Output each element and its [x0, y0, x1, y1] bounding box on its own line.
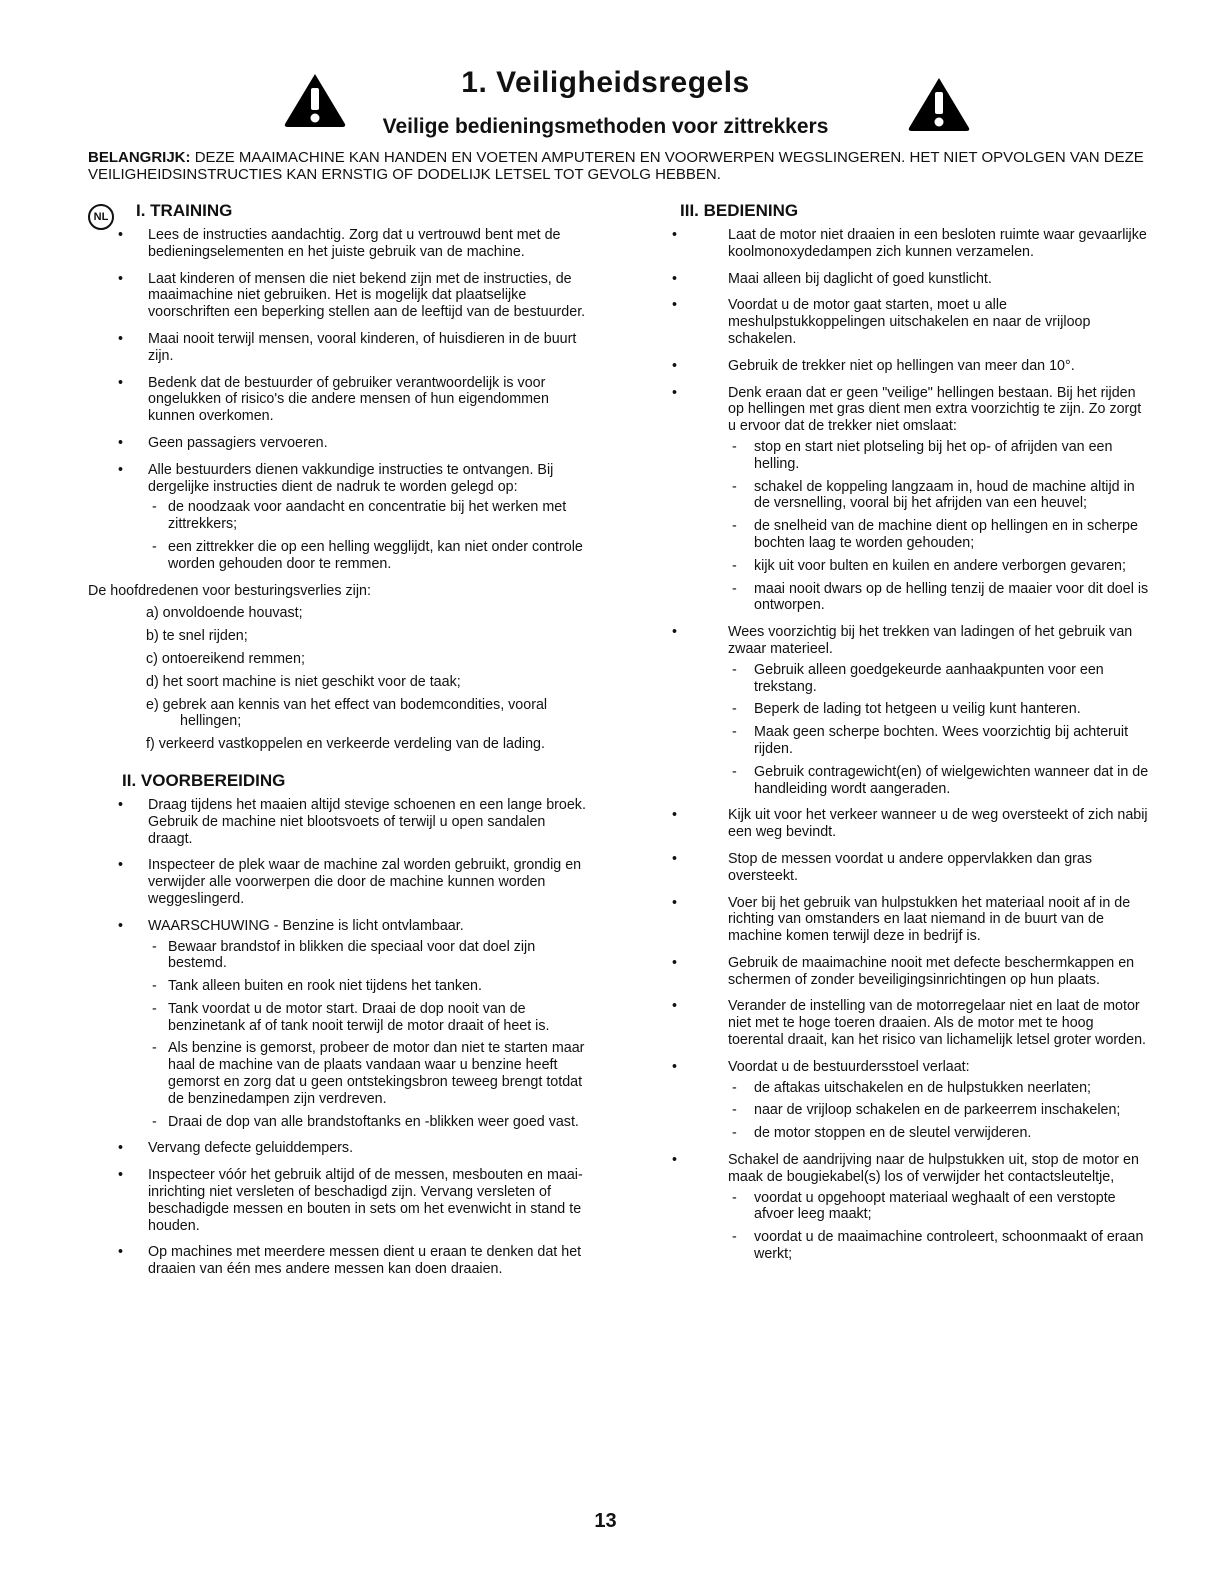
- list-item-text: WAARSCHUWING - Benzine is licht ontvlambaar.: [148, 917, 464, 934]
- cause-item: d) het soort machine is niet geschikt voor de taak;: [146, 673, 461, 690]
- list-item: • Draag tijdens het maaien altijd stevige schoenen en een lange broek. Gebruik de machine niet blootsvoets of terwijl u open sandalen draagt.: [88, 797, 588, 847]
- page-number: 13: [594, 1510, 617, 1532]
- list-item: • Stop de messen voordat u andere oppervlakken dan gras oversteekt.: [680, 851, 1150, 885]
- important-text: DEZE MAAIMACHINE KAN HANDEN EN VOETEN AMPUTEREN EN VOORWERPEN WEGSLINGEREN. HET NIET OPVOLGEN VAN DEZE VEILIGHEIDSINSTRUCTIES KAN ERNSTIG OF DODELIJK LETSEL TOT GEVOLG HEBBEN.: [88, 149, 1144, 183]
- towing-sub-list: [728, 662, 1150, 798]
- page-title: 1. Veiligheidsregels: [461, 66, 750, 99]
- sub-list-item: - Als benzine is gemorst, probeer de motor dan niet te starten maar haal de machine van de plaats vandaan waar u benzine heeft gemorst en zorg dat u geen ontstekingsbron teweeg brengt totdat de benzinedampen zijn verdreven.: [148, 1040, 588, 1107]
- sub-list-item: - schakel de koppeling langzaam in, houd de machine altijd in de versnelling, vooral bij het afrijden van een heuvel;: [728, 479, 1150, 513]
- section-heading-training: I. TRAINING: [136, 201, 233, 220]
- list-item-text: Voordat u de bestuurdersstoel verlaat:: [728, 1058, 970, 1075]
- right-column: [680, 201, 1150, 1273]
- list-item: • Op machines met meerdere messen dient u eraan te denken dat het draaien van één mes andere messen kan doen draaien.: [88, 1244, 588, 1278]
- sub-list-item: - kijk uit voor bulten en kuilen en andere verborgen gevaren;: [728, 558, 1150, 575]
- list-item: • Gebruik de maaimachine nooit met defecte beschermkappen en schermen of zonder beveiligingsinrichtingen op hun plaats.: [680, 955, 1150, 989]
- list-item: [680, 1059, 1150, 1142]
- list-item-text: Wees voorzichtig bij het trekken van ladingen of het gebruik van zwaar materieel.: [728, 624, 1133, 657]
- sub-list-item: - de noodzaak voor aandacht en concentratie bij het werken met zittrekkers;: [148, 499, 588, 533]
- language-badge: NL: [88, 204, 114, 230]
- list-item: • Kijk uit voor het verkeer wanneer u de weg oversteekt of zich nabij een weg bevindt.: [680, 807, 1150, 841]
- sub-list-item: - Gebruik contragewicht(en) of wielgewichten wanneer dat in de handleiding wordt aangeraden.: [728, 764, 1150, 798]
- list-item: • Laat de motor niet draaien in een besloten ruimte waar gevaarlijke koolmonoxydedampen zich kunnen verzamelen.: [680, 227, 1150, 261]
- list-item: • Maai nooit terwijl mensen, vooral kinderen, of huisdieren in de buurt zijn.: [88, 331, 588, 365]
- list-item: • Voer bij het gebruik van hulpstukken het materiaal nooit af in de richting van omstanders en laat niemand in de buurt van de machine komen terwijl deze in bedrijf is.: [680, 895, 1150, 945]
- list-item: • Bedenk dat de bestuurder of gebruiker verantwoordelijk is voor ongelukken of risico's die andere mensen of hun eigendommen kunnen overkomen.: [88, 375, 588, 425]
- fuel-sub-list: [148, 939, 588, 1131]
- leave-sub-list: [728, 1080, 1150, 1142]
- training-list: [88, 227, 588, 573]
- sub-list-item: - een zittrekker die op een helling wegglijdt, kan niet onder controle worden gehouden door te remmen.: [148, 539, 588, 573]
- list-item: [680, 1152, 1150, 1263]
- list-item: • Verander de instelling van de motorregelaar niet en laat de motor niet met te hoge toeren draaien. Als de motor met te hoog toerental draait, kan het risico van lichamelijk letsel groter worden.: [680, 998, 1150, 1048]
- cause-item: f) verkeerd vastkoppelen en verkeerde verdeling van de lading.: [146, 736, 545, 753]
- sub-list-item: - naar de vrijloop schakelen en de parkeerrem inschakelen;: [728, 1102, 1150, 1119]
- list-item: [88, 918, 588, 1131]
- list-item: • Voordat u de motor gaat starten, moet u alle meshulpstukkoppelingen uitschakelen en naar de vrijloop schakelen.: [680, 297, 1150, 347]
- list-item: • Inspecteer de plek waar de machine zal worden gebruikt, grondig en verwijder alle voorwerpen die door de machine kunnen worden weggeslingerd.: [88, 857, 588, 907]
- list-item-text: Alle bestuurders dienen vakkundige instructies te ontvangen. Bij dergelijke instructies dient de nadruk te worden gelegd op:: [148, 461, 554, 495]
- list-item: [88, 462, 588, 573]
- section-heading-bediening: III. BEDIENING: [680, 201, 799, 220]
- bediening-list: [680, 227, 1150, 1263]
- cause-item: c) ontoereikend remmen;: [146, 650, 305, 667]
- sub-list-item: - Draai de dop van alle brandstoftanks en -blikken weer goed vast.: [148, 1114, 588, 1131]
- sub-list-item: - maai nooit dwars op de helling tenzij de maaier voor dit doel is ontworpen.: [728, 581, 1150, 615]
- sub-list-item: - de motor stoppen en de sleutel verwijderen.: [728, 1125, 1150, 1142]
- sub-list-item: - Gebruik alleen goedgekeurde aanhaakpunten voor een trekstang.: [728, 662, 1150, 696]
- left-column: [88, 201, 588, 1288]
- sub-list-item: - Bewaar brandstof in blikken die speciaal voor dat doel zijn bestemd.: [148, 939, 588, 973]
- voorbereiding-list: [88, 797, 588, 1278]
- list-item: • Geen passagiers vervoeren.: [88, 435, 588, 452]
- list-item: [680, 624, 1150, 797]
- page-subtitle: Veilige bedieningsmethoden voor zittrekkers: [382, 115, 829, 138]
- list-item: • Inspecteer vóór het gebruik altijd of de messen, mesbouten en maai-inrichting niet versleten of beschadigd zijn. Vervang versleten of beschadigde messen en bouten in sets om het evenwicht in stand te houden.: [88, 1167, 588, 1234]
- cause-item: e) gebrek aan kennis van het effect van bodemcondities, vooral hellingen;: [146, 696, 548, 730]
- important-notice: [88, 149, 1158, 183]
- sub-list-item: - de aftakas uitschakelen en de hulpstukken neerlaten;: [728, 1080, 1150, 1097]
- causes-intro: De hoofdredenen voor besturingsverlies zijn:: [88, 582, 371, 599]
- sub-list-item: - Tank voordat u de motor start. Draai de dop nooit van de benzinetank af of tank nooit terwijl de motor draait of heet is.: [148, 1001, 588, 1035]
- sub-list-item: - Beperk de lading tot hetgeen u veilig kunt hanteren.: [728, 701, 1150, 718]
- list-item: • Maai alleen bij daglicht of goed kunstlicht.: [680, 271, 1150, 288]
- disengage-sub-list: [728, 1190, 1150, 1263]
- list-item: • Vervang defecte geluiddempers.: [88, 1140, 588, 1157]
- sub-list-item: - stop en start niet plotseling bij het op- of afrijden van een helling.: [728, 439, 1150, 473]
- sub-list-item: - voordat u opgehoopt materiaal weghaalt of een verstopte afvoer leeg maakt;: [728, 1190, 1150, 1224]
- sub-list-item: - Tank alleen buiten en rook niet tijdens het tanken.: [148, 978, 588, 995]
- list-item: [680, 385, 1150, 615]
- sub-list-item: - de snelheid van de machine dient op hellingen en in scherpe bochten laag te worden gehouden;: [728, 518, 1150, 552]
- sub-list: [148, 499, 588, 572]
- causes-list: [88, 605, 588, 753]
- cause-item: a) onvoldoende houvast;: [146, 605, 303, 622]
- slope-sub-list: [728, 439, 1150, 614]
- list-item-text: Denk eraan dat er geen "veilige" hellingen bestaan. Bij het rijden op hellingen met gras dient men extra voorzichtig te zijn. Zo zorgt u ervoor dat de trekker niet omslaat:: [728, 384, 1142, 435]
- section-heading-voorbereiding: II. VOORBEREIDING: [122, 770, 286, 790]
- list-item: • Gebruik de trekker niet op hellingen van meer dan 10°.: [680, 358, 1150, 375]
- list-item: • Laat kinderen of mensen die niet bekend zijn met de instructies, de maaimachine niet gebruiken. Het is mogelijk dat plaatselijke voorschriften een beperking stellen aan de leeftijd van de bestuurder.: [88, 271, 588, 321]
- sub-list-item: - Maak geen scherpe bochten. Wees voorzichtig bij achteruit rijden.: [728, 724, 1150, 758]
- list-item-text: Schakel de aandrijving naar de hulpstukken uit, stop de motor en maak de bougiekabel(s) los of verwijder het contactsleuteltje,: [728, 1152, 1139, 1185]
- list-item: • Lees de instructies aandachtig. Zorg dat u vertrouwd bent met de bedieningselementen en het juiste gebruik van de machine.: [88, 227, 588, 261]
- sub-list-item: - voordat u de maaimachine controleert, schoonmaakt of eraan werkt;: [728, 1229, 1150, 1263]
- cause-item: b) te snel rijden;: [146, 628, 248, 645]
- important-label: BELANGRIJK:: [88, 149, 191, 166]
